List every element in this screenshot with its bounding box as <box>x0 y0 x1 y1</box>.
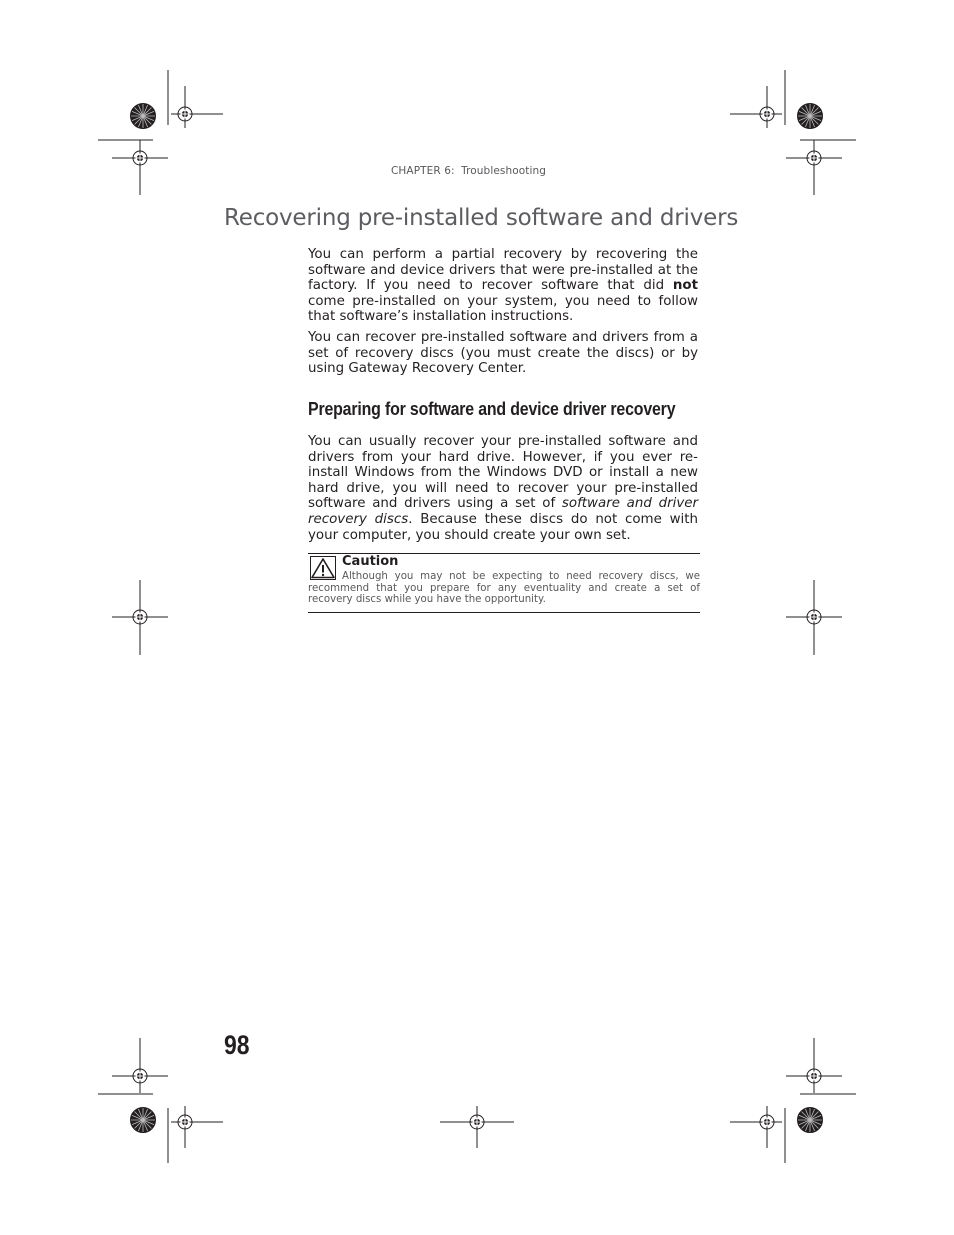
subsection-title: Preparing for software and device driver recovery <box>308 398 676 419</box>
p1-text-after: come pre-installed on your system, you need to follow that software’s installation instructions. <box>308 293 698 325</box>
caution-label: Caution <box>342 554 399 569</box>
chapter-title: Troubleshooting <box>461 165 547 177</box>
chapter-number: 6 <box>444 165 452 177</box>
p3-text-before: You can usually recover your pre-installed software and drivers from your hard drive. However, if you ever re-install Windows from the Windows DVD or install a new hard drive, you will need to recover your pre-installed software and drivers using a set of <box>308 434 698 512</box>
paragraph-partial-recovery <box>308 247 698 325</box>
page-number: 98 <box>224 1030 250 1060</box>
p1-text-before: You can perform a partial recovery by recovering the software and device drivers that were pre-installed at the factory. If you need to recover software that did <box>308 247 698 294</box>
chapter-label: CHAPTER <box>391 165 441 177</box>
p3-text-after: . Because these discs do not come with your computer, you should create your own set. <box>308 511 699 543</box>
running-head: CHAPTER 6: Troubleshooting <box>391 165 547 177</box>
caution-note <box>308 553 700 613</box>
caution-text: Although you may not be expecting to need recovery discs, we recommend that you prepare for any eventuality and create a set of recovery discs while you have the opportunity. <box>308 571 700 606</box>
p3-italic-discs: software and driver recovery discs <box>308 496 698 527</box>
paragraph-recovery-options: You can recover pre-installed software and drivers from a set of recovery discs (you must create the discs) or by using Gateway Recovery Center. <box>308 330 698 377</box>
p1-bold-not: not <box>672 278 698 294</box>
section-title: Recovering pre-installed software and drivers <box>224 205 739 231</box>
paragraph-preparing-recovery <box>308 434 698 543</box>
